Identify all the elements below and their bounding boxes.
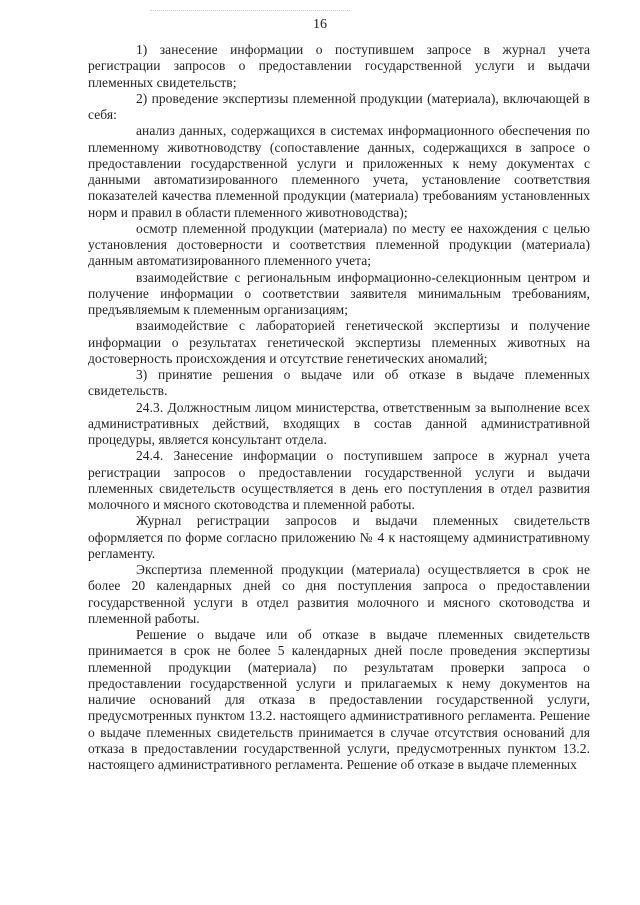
paragraph-5: взаимодействие с региональным информационно-селекционным центром и получение информации о соответствии заявителя минимальным требованиям, предъявляемым к племенным организациям; <box>88 269 590 317</box>
paragraph-2: 2) проведение экспертизы племенной продукции (материала), включающей в себя: <box>88 90 590 122</box>
paragraph-11: Экспертиза племенной продукции (материала) осуществляется в срок не более 20 календарных дней со дня поступления запроса о предоставлении государственной услуги в отдел развития молочного и мясного скотоводства и племенной работы. <box>88 562 590 626</box>
document-body <box>88 42 590 773</box>
scan-artifact <box>150 10 350 14</box>
paragraph-9: 24.4. Занесение информации о поступившем запросе в журнал учета регистрации запросов о предоставлении государственной услуги и выдачи племенных свидетельств осуществляется в день его поступления в отдел развития молочного и мясного скотоводства и племенной работы. <box>88 448 590 512</box>
paragraph-1: 1) занесение информации о поступившем запросе в журнал учета регистрации запросов о предоставлении государственной услуги и выдачи племенных свидетельств; <box>88 42 590 90</box>
paragraph-12: Решение о выдаче или об отказе в выдаче племенных свидетельств принимается в срок не более 5 календарных дней после проведения экспертизы племенной продукции (материала) по результатам проверки запроса о предоставлении государственной услуги и прилагаемых к нему документов на наличие оснований для отказа в предоставлении государственной услуги, предусмотренных пунктом 13.2. настоящего административного регламента. Решение о выдаче племенных свидетельств принимается в случае отсутствия оснований для отказа в предоставлении государственной услуги, предусмотренных пунктом 13.2. настоящего административного регламента. Решение об отказе в выдаче племенных <box>88 627 590 772</box>
paragraph-7: 3) принятие решения о выдаче или об отказе в выдаче племенных свидетельств. <box>88 367 590 399</box>
paragraph-6: взаимодействие с лабораторией генетической экспертизы и получение информации о результатах генетической экспертизы племенных животных на достоверность происхождения и отсутствие генетических аномалий; <box>88 318 590 366</box>
paragraph-3: анализ данных, содержащихся в системах информационного обеспечения по племенному животноводству (сопоставление данных, содержащихся в запросе о предоставлении государственной услуги и приложенных к нему документах с данными автоматизированного племенного учета, установление соответствия показателей качества племенной продукции (материала) требованиям установленных норм и правил в области племенного животноводства); <box>88 123 590 220</box>
page-number: 16 <box>313 17 327 32</box>
paragraph-4: осмотр племенной продукции (материала) по месту ее нахождения с целью установления достоверности и соответствия племенной продукции (материала) данным автоматизированного племенного учета; <box>88 220 590 269</box>
paragraph-10: Журнал регистрации запросов и выдачи племенных свидетельств оформляется по форме согласно приложению № 4 к настоящему административному регламенту. <box>88 513 590 561</box>
paragraph-8: 24.3. Должностным лицом министерства, ответственным за выполнение всех административных действий, входящих в состав данной административной процедуры, является консультант отдела. <box>88 399 590 447</box>
